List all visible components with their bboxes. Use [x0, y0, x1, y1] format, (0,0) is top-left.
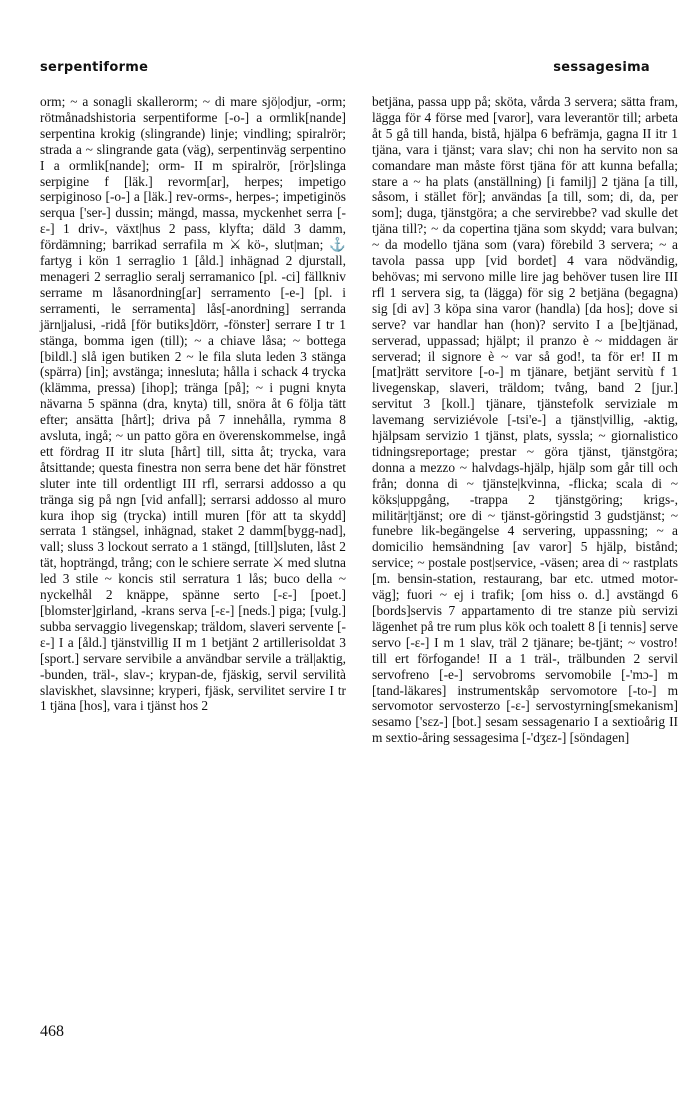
running-header-right: sessagesima	[553, 60, 650, 75]
column-text: orm; ~ a sonagli skallerorm; ~ di mare sjö|odjur, -orm; rötmånadshistoria serpentiforme [-o-] a ormlik[nande] serpentina krokig (slingrande) linje; vindling; spiralrör; strada a ~ slingrande gata (väg), serpentinväg serpentino I a ormlik[nande]; orm- II m spiralrör, [rör]slinga serpigine f [läk.] revorm[ar], herpes; impetigo serpiginoso [-o-] a [läk.] rev-orms-, herpes-; impetiginös serqua ['ser-] dussin; mängd, massa, myckenhet serra [-ɛ-] 1 driv-, växt|hus 2 pass, klyfta; däld 3 damm, fördämning; barrikad serrafila m ⚔ kö-, slut|man; ⚓ fartyg i kön 1 serraglio 1 [åld.] inhägnad 2 djurstall, menageri 2 serraglio seralj serramanico [pl. -ci] fällkniv serrame m låsanordning[ar] serramento [-e-] [pl. i serramenti, le serramenta] lås[-anordning] serranda järn|jalusi, -ridå [för butiks]dörr, -fönster] serrare I tr 1 stänga, bomma igen (till); ~ a chiave låsa; ~ bottega [bildl.] slå igen butiken 2 ~ le fila sluta leden 3 stänga (spärra) [in]; avstänga; innesluta; hålla i schack 4 trycka (klämma, pressa) [ihop]; tränga [på]; ~ i pugni knyta nävarna 5 spänna (dra, knyta) till, snöra åt 6 följa tätt efter; ansätta [hårt]; driva på 7 innehålla, rymma 8 avsluta, ingå; ~ un patto göra en överenskommelse, ingå ett fördrag II itr sluta [hårt] till, sitta åt; trycka, vara åtsittande; questa finestra non serra bene det här fönstret sluter inte till ordentligt III rfl, serrarsi addosso a qu tränga sig på ngn [vid anfall]; serrarsi addosso al muro kura ihop sig (trycka) intill muren [för att ta skydd] serrata 1 stängsel, inhägnad, staket 2 damm[bygg-nad], vall; sluss 3 lockout serrato a 1 stängd, [till]sluten, låst 2 tät, hopträngd, trång; con le schiere serrate ⚔ med slutna led 3 stile ~ koncis stil serratura 1 lås; buco della ~ nyckelhål 2 knäppe, spänne serto [-ɛ-] [poet.] [blomster]girland, -krans serva [-ɛ-] [neds.] piga; [vulg.] subba servaggio livegenskap; träldom, slaveri servente [-ɛ-] I a [åld.] tjänstvillig II m 1 betjänt 2 artillerisoldat 3 [sport.] servare servibile a användbar servile a träl|aktig, -bunden, träl-, slav-; krypan-de, fjäskig, servil servilità slaviskhet, slavsinne; kryperi, fjäsk, servilitet servire I tr 1 tjäna [hos], vara i tjänst hos 2	[40, 94, 346, 714]
running-header-left: serpentiforme	[40, 60, 149, 75]
dictionary-column-right	[372, 94, 678, 746]
column-text: betjäna, passa upp på; sköta, vårda 3 servera; sätta fram, lägga för 4 förse med [varor], vara leverantör till; arbeta åt 5 gå till handa, bistå, hjälpa 6 befrämja, gagna II itr 1 tjäna, vara i tjänst; vara slav; chi non ha servito non sa comandare man måste först tjäna för att kunna befalla; stare a ~ ha plats (anställning) [i familj] 2 tjäna [a till, såsom, i stället för]; användas [a till, som; di, da, per som]; duga, tjänstgöra; a che servirebbe? vad skulle det tjäna till?; ~ da copertina tjäna som skydd; vara bulvan; ~ da modello tjäna som (vara) förebild 3 servera; ~ a tavola passa upp [vid bordet] 4 vara nödvändig, behövas; mi servono mille lire jag behöver tusen lire III rfl 1 servera sig, ta (lägga) för sig 2 betjäna (begagna) sig [di av] 3 köpa sina varor (handla) [da hos]; dove si serve? var handlar han (hon)? servito I a [be]tjänad, serverad, uppassad; hjälpt; il pranzo è ~ middagen är serverad; il signore è ~ var så god!, ta för er! II m [mat]rätt servitore [-o-] m tjänare, betjänt servitù f 1 livegenskap, slaveri, träldom; tvång, band 2 [jur.] servitut 3 [koll.] tjänare, tjänstefolk serviziale m lavemang serviziévole [-tsi'e-] a tjänst|villig, -aktig, hjälpsam servizio 1 tjänst, plats, syssla; ~ giornalistico tidningsreportage; prestar ~ göra tjänst, tjänstgöra; donna a mezzo ~ halvdags-hjälp, hjälp som går till och från; donna di ~ tjänste|kvinna, -flicka; scala di ~ köks|uppgång, -trappa 2 tjänstgöring; krigs-, militär|tjänst; ore di ~ tjänst-göringstid 3 gudstjänst; ~ funebre lik-begängelse 4 servering, uppassning; ~ a domicilio hemsändning [av varor] 5 hjälp, bistånd; service; ~ postale post|service, -väsen; area di ~ rastplats [m. bensin-station, restaurang, bar etc. utmed motor-väg]; fuori ~ ej i trafik; [om hiss o. d.] avstängd 6 [bords]servis 7 appartamento di tre stanze più servizi lägenhet på tre rum plus kök och toalett 8 [i tennis] serve servo [-ɛ-] I m 1 slav, träl 2 tjänare; be-tjänt; ~ vostro! till ert förfogande! II a 1 träl-, trälbunden 2 servil servofreno [-e-] servobroms servomobile [-'mɔ-] m [tand-läkares] instrumentskåp servomotore [-to-] m servomotor servosterzo [-ɛ-] servostyrning[smekanism] sesamo ['sɛz-] [bot.] sesam sessagenario I a sextioårig II m sextio-åring sessagesima [-'dʒɛz-] [söndagen]	[372, 94, 678, 746]
dictionary-column-left	[40, 94, 346, 714]
page-number: 468	[40, 1023, 64, 1040]
